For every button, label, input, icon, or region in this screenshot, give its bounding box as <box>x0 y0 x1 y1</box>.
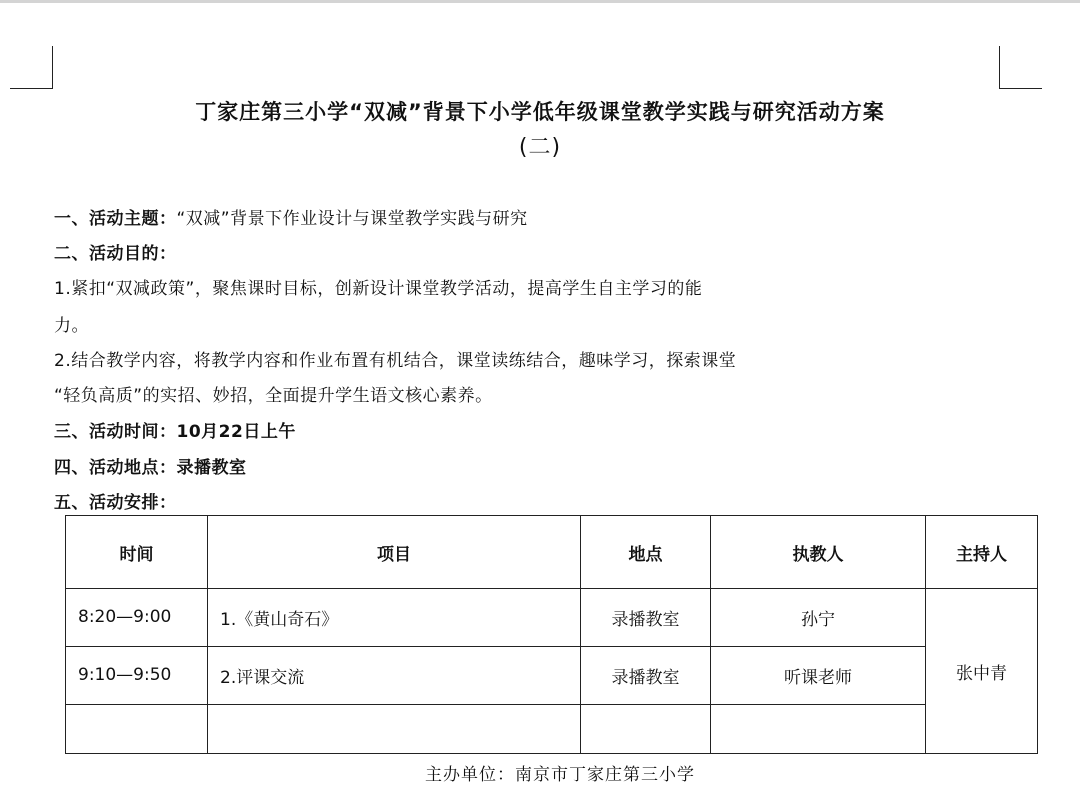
schedule-label: 五、活动安排： <box>54 493 177 513</box>
purpose-item-2: 2.结合教学内容，将教学内容和作业布置有机结合，课堂读练结合，趣味学习，探索课堂 <box>54 351 737 371</box>
page-top-border <box>0 0 1080 3</box>
table-row <box>66 705 1038 754</box>
schedule-table <box>65 515 1038 754</box>
header-time: 时间 <box>66 516 208 589</box>
table-header-row <box>66 516 1038 589</box>
time-value: 10月22日上午 <box>176 422 296 442</box>
theme-label: 一、活动主题： <box>54 209 177 229</box>
cell-place: 录播教室 <box>581 647 711 705</box>
document-title: 丁家庄第三小学“双减”背景下小学低年级课堂教学实践与研究活动方案 <box>195 100 885 124</box>
table-row <box>66 647 1038 705</box>
purpose-item-1: 1.紧扣“双减政策”，聚焦课时目标，创新设计课堂教学活动，提高学生自主学习的能 <box>54 279 703 299</box>
cell-teacher <box>711 705 926 754</box>
header-teacher: 执教人 <box>711 516 926 589</box>
document-subtitle: (二) <box>518 135 562 160</box>
table-row <box>66 589 1038 647</box>
header-place: 地点 <box>581 516 711 589</box>
crop-mark-top-left <box>52 46 53 89</box>
cell-time <box>66 705 208 754</box>
cell-teacher: 孙宁 <box>711 589 926 647</box>
crop-mark-top-left-horizontal <box>10 88 53 89</box>
cell-item <box>208 705 581 754</box>
cell-item: 1.《黄山奇石》 <box>208 589 581 647</box>
cell-place <box>581 705 711 754</box>
header-item: 项目 <box>208 516 581 589</box>
theme-value: “双减”背景下作业设计与课堂教学实践与研究 <box>176 209 528 229</box>
cell-time: 9:10—9:50 <box>66 647 208 705</box>
section-place <box>54 453 247 478</box>
purpose-label: 二、活动目的： <box>54 244 177 264</box>
crop-mark-top-right-horizontal <box>999 88 1042 89</box>
time-label: 三、活动时间： <box>54 422 177 442</box>
organizer-footer: 主办单位：南京市丁家庄第三小学 <box>425 765 695 785</box>
purpose-item-1-cont: 力。 <box>54 316 89 336</box>
crop-mark-top-right <box>999 46 1000 89</box>
place-label: 四、活动地点： <box>54 458 177 478</box>
cell-teacher: 听课老师 <box>711 647 926 705</box>
section-theme <box>54 204 528 229</box>
section-time <box>54 417 296 442</box>
cell-host: 张中青 <box>926 589 1038 754</box>
header-host: 主持人 <box>926 516 1038 589</box>
cell-place: 录播教室 <box>581 589 711 647</box>
cell-item: 2.评课交流 <box>208 647 581 705</box>
place-value: 录播教室 <box>176 458 247 478</box>
purpose-item-2-cont: “轻负高质”的实招、妙招，全面提升学生语文核心素养。 <box>54 386 493 406</box>
cell-time: 8:20—9:00 <box>66 589 208 647</box>
